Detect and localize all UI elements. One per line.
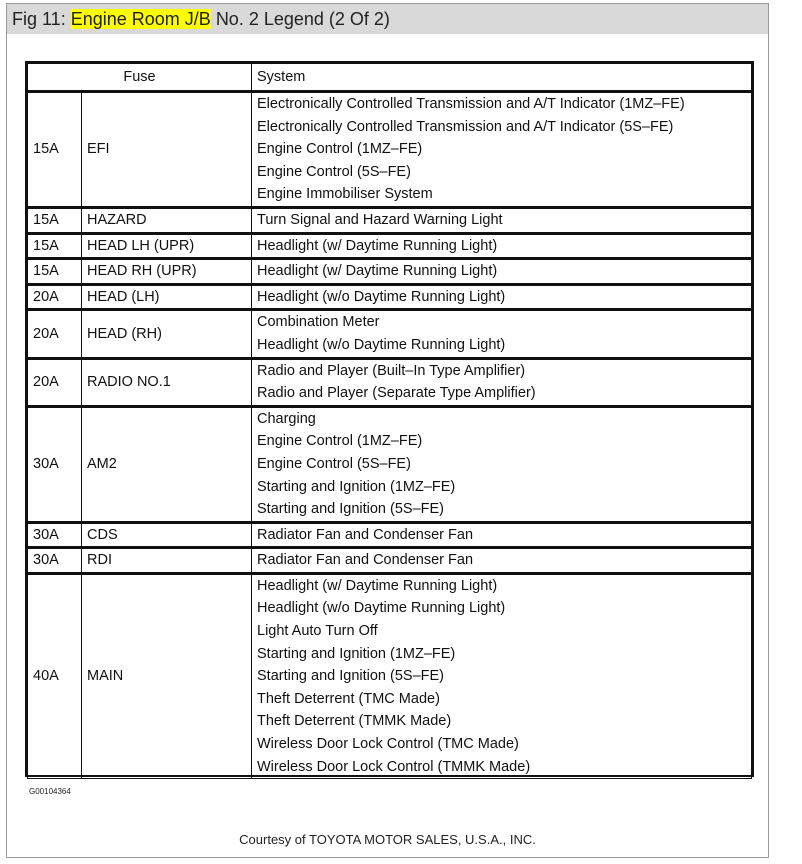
system-item: Turn Signal and Hazard Warning Light [257,211,503,228]
system-item: Radio and Player (Built–In Type Amplifier) [257,362,526,379]
fuse-amperage: 30A [28,406,82,522]
figure-frame [6,3,769,858]
system-item: Combination Meter [257,314,380,331]
fuse-name: AM2 [82,406,252,522]
system-item: Wireless Door Lock Control (TMMK Made) [257,758,531,775]
fuse-amperage: 30A [28,548,82,574]
fuse-systems [252,310,752,358]
fuse-systems [252,522,752,548]
table-row [28,284,752,310]
fuse-name: HEAD LH (UPR) [82,233,252,259]
system-item: Charging [257,410,316,427]
system-item: Radio and Player (Separate Type Amplifier) [257,385,536,402]
table-row [28,310,752,358]
fuse-systems [252,92,752,208]
table-row [28,358,752,406]
title-bar [7,4,768,34]
title-suffix: No. 2 Legend (2 Of 2) [215,9,390,29]
system-item: Engine Control (1MZ–FE) [257,141,423,158]
fuse-amperage: 30A [28,522,82,548]
fuse-amperage: 20A [28,310,82,358]
system-item: Electronically Controlled Transmission and A/T Indicator (1MZ–FE) [257,96,685,112]
fuse-amperage: 15A [28,233,82,259]
table-row [28,548,752,574]
table-row [28,207,752,233]
system-item: Theft Deterrent (TMC Made) [257,690,440,707]
fuse-name: HAZARD [82,207,252,233]
fuse-name: RDI [82,548,252,574]
fuse-name: CDS [82,522,252,548]
table-row [28,406,752,522]
system-item: Starting and Ignition (5S–FE) [257,501,444,518]
figure-code: G00104364 [29,787,71,796]
fuse-amperage: 15A [28,259,82,285]
table-row [28,259,752,285]
title-highlight: Engine Room J/B [70,9,211,29]
table-row [28,92,752,208]
fuse-amperage: 20A [28,284,82,310]
system-item: Starting and Ignition (1MZ–FE) [257,478,456,495]
legend-figure [25,61,754,777]
system-item: Headlight (w/ Daytime Running Light) [257,237,498,254]
system-item: Engine Control (1MZ–FE) [257,433,423,450]
system-item: Engine Control (5S–FE) [257,455,411,472]
fuse-name: RADIO NO.1 [82,358,252,406]
system-item: Headlight (w/o Daytime Running Light) [257,600,506,617]
fuse-legend-table [27,63,752,779]
table-row [28,573,752,778]
system-item: Headlight (w/ Daytime Running Light) [257,263,498,280]
table-row [28,233,752,259]
header-fuse: Fuse [28,64,252,92]
fuse-amperage: 15A [28,207,82,233]
fuse-systems [252,284,752,310]
courtesy-note: Courtesy of TOYOTA MOTOR SALES, U.S.A., INC. [239,832,536,847]
fuse-systems [252,406,752,522]
fuse-amperage: 20A [28,358,82,406]
fuse-systems [252,573,752,778]
fuse-name: EFI [82,92,252,208]
system-item: Starting and Ignition (1MZ–FE) [257,645,456,662]
fuse-name: HEAD RH (UPR) [82,259,252,285]
fuse-systems [252,207,752,233]
system-item: Light Auto Turn Off [257,623,378,640]
system-item: Wireless Door Lock Control (TMC Made) [257,736,519,753]
system-item: Electronically Controlled Transmission and A/T Indicator (5S–FE) [257,118,674,135]
fuse-name: MAIN [82,573,252,778]
header-system: System [252,64,752,92]
system-item: Radiator Fan and Condenser Fan [257,552,474,569]
fuse-systems [252,259,752,285]
table-body [28,92,752,779]
fuse-name: HEAD (LH) [82,284,252,310]
fuse-name: HEAD (RH) [82,310,252,358]
fuse-systems [252,548,752,574]
system-item: Engine Immobiliser System [257,186,433,203]
system-item: Headlight (w/o Daytime Running Light) [257,288,506,305]
figure-title [12,8,390,30]
system-item: Engine Control (5S–FE) [257,163,411,180]
table-header-row [28,64,752,92]
fuse-systems [252,358,752,406]
system-item: Radiator Fan and Condenser Fan [257,526,474,543]
system-item: Headlight (w/ Daytime Running Light) [257,577,498,594]
fuse-systems [252,233,752,259]
table-row [28,522,752,548]
fuse-amperage: 40A [28,573,82,778]
system-item: Theft Deterrent (TMMK Made) [257,713,452,730]
system-item: Headlight (w/o Daytime Running Light) [257,336,506,353]
title-prefix: Fig 11: [12,9,66,29]
system-item: Starting and Ignition (5S–FE) [257,668,444,685]
fuse-amperage: 15A [28,92,82,208]
